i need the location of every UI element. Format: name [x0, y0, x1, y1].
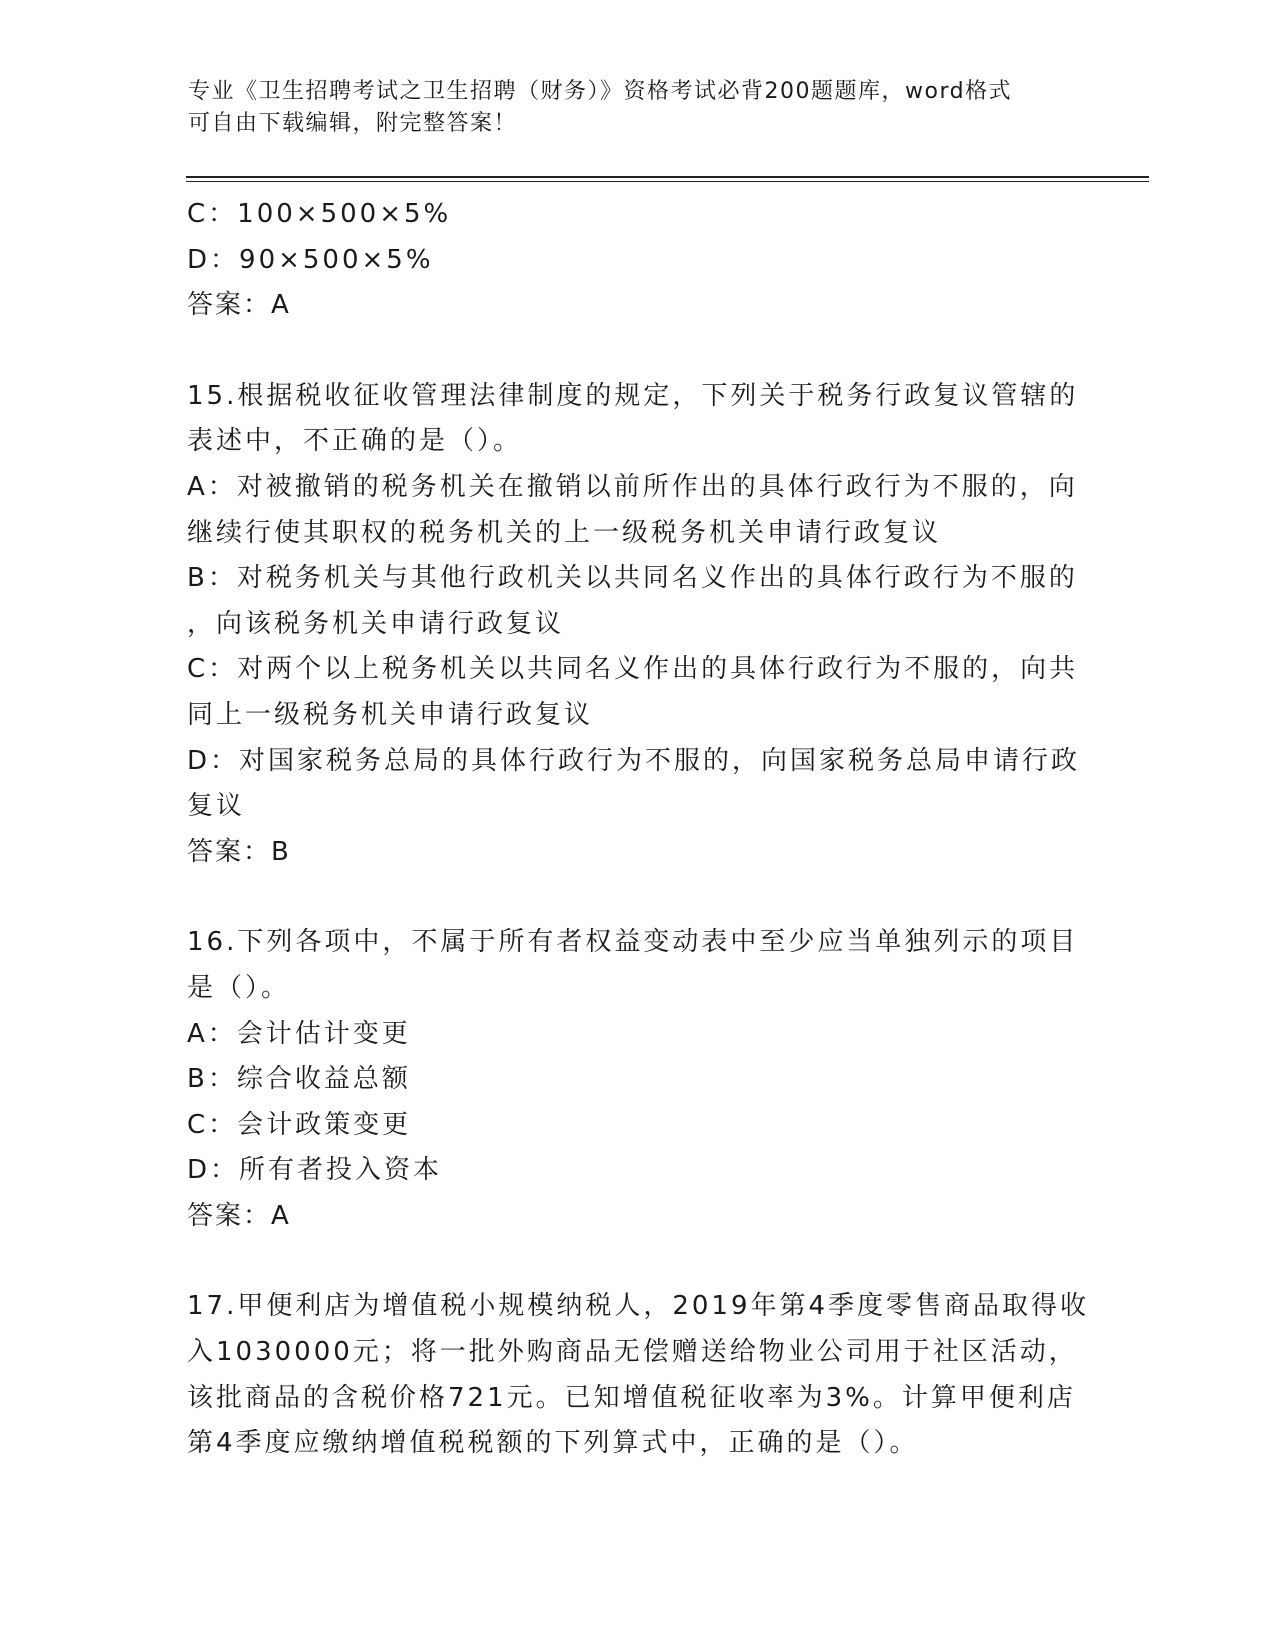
document-body: [187, 192, 1090, 1467]
q15-option-b-line-1: B：对税务机关与其他行政机关以共同名义作出的具体行政行为不服的: [187, 563, 1078, 594]
q16-stem-line-1: 16.下列各项中，不属于所有者权益变动表中至少应当单独列示的项目: [187, 927, 1079, 958]
q16-option-d: D：所有者投入资本: [187, 1155, 443, 1186]
q16-option-c: C：会计政策变更: [187, 1109, 412, 1140]
question-17: [187, 1284, 1090, 1466]
q17-stem-line-1: 17.甲便利店为增值税小规模纳税人，2019年第4季度零售商品取得收: [187, 1291, 1090, 1322]
header-line-2: 可自由下载编辑，附完整答案！: [188, 111, 518, 136]
spacer: [187, 329, 1082, 374]
q17-stem-line-3: 该批商品的含税价格721元。已知增值税征收率为3%。计算甲便利店: [187, 1382, 1076, 1413]
q15-answer: 答案：B: [187, 836, 291, 867]
spacer: [187, 875, 1082, 920]
q16-answer: 答案：A: [187, 1200, 291, 1231]
q14-option-d: D：90×500×5%: [187, 244, 434, 275]
q16-stem-line-2: 是（）。: [187, 972, 291, 1003]
q15-option-a-line-1: A：对被撤销的税务机关在撤销以前所作出的具体行政行为不服的，向: [187, 471, 1078, 502]
q15-option-c-line-1: C：对两个以上税务机关以共同名义作出的具体行政行为不服的，向共: [187, 654, 1079, 685]
q15-option-c-line-2: 同上一级税务机关申请行政复议: [187, 699, 594, 730]
q17-stem-line-4: 第4季度应缴纳增值税税额的下列算式中，正确的是（）。: [187, 1428, 919, 1459]
q15-stem-line-1: 15.根据税收征收管理法律制度的规定，下列关于税务行政复议管辖的: [187, 380, 1079, 411]
header-rule-thin: [186, 181, 1149, 182]
question-16: [187, 920, 1082, 1239]
q14-option-c: C：100×500×5%: [187, 199, 452, 229]
document-header: [188, 76, 1088, 140]
q14-answer: 答案：A: [187, 290, 291, 321]
q15-option-b-line-2: ，向该税务机关申请行政复议: [187, 608, 565, 639]
q15-stem-line-2: 表述中，不正确的是（）。: [187, 426, 523, 457]
header-line-1: 专业《卫生招聘考试之卫生招聘（财务）》资格考试必背200题题库，word格式: [188, 79, 1013, 104]
q16-option-b: B：综合收益总额: [187, 1064, 411, 1095]
q15-option-a-line-2: 继续行使其职权的税务机关的上一级税务机关申请行政复议: [187, 517, 942, 548]
q15-option-d-line-1: D：对国家税务总局的具体行政行为不服的，向国家税务总局申请行政: [187, 745, 1081, 776]
question-14-tail: [187, 192, 1082, 329]
header-rule-thick: [186, 176, 1149, 178]
q17-stem-line-2: 入1030000元；将一批外购商品无偿赠送给物业公司用于社区活动，: [187, 1337, 1078, 1368]
q15-option-d-line-2: 复议: [187, 791, 246, 822]
spacer: [187, 1239, 1082, 1284]
q16-option-a: A：会计估计变更: [187, 1018, 411, 1049]
question-15: [187, 374, 1082, 876]
